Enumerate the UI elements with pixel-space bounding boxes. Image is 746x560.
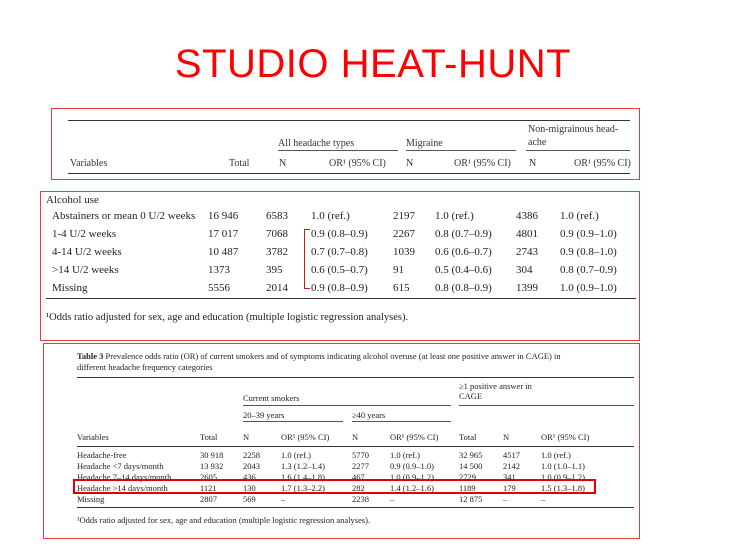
table-c-cell-t2: 2729	[459, 472, 476, 482]
table-c-cell-n2: 467	[352, 472, 365, 482]
table-c-sub-rule-1	[243, 421, 343, 422]
table-c-col-total: Total	[200, 432, 218, 442]
table-a-col-total: Total	[229, 158, 250, 169]
table-b-cell-or3: 0.9 (0.8–1.0)	[560, 246, 617, 258]
table-c-caption-label: Table 3	[77, 351, 104, 361]
table-c-group-smokers: Current smokers	[243, 393, 300, 403]
table-c-group-cage-1: ≥1 positive answer in	[459, 381, 532, 391]
table-b-cell-n3: 304	[516, 264, 533, 276]
table-c-cell-n1: 2043	[243, 461, 260, 471]
table-b-cell-or3: 0.9 (0.9–1.0)	[560, 228, 617, 240]
table-b-cell-or1: 0.9 (0.8–0.9)	[311, 282, 368, 294]
table-b-cell-total: 16 946	[208, 210, 239, 222]
table-c-cell-label: Headache <7 days/month	[77, 461, 164, 471]
table-c-cell-total: 2807	[200, 494, 217, 504]
table-c-cell-or2: 1.4 (1.2–1.6)	[390, 483, 434, 493]
table-c-cell-or1: 1.3 (1.2–1.4)	[281, 461, 325, 471]
table-c-cell-total: 30 918	[200, 450, 224, 460]
table-b-trend-bracket	[304, 229, 310, 289]
table-c-cell-n1: 569	[243, 494, 256, 504]
table-b-cell-n2: 91	[393, 264, 404, 276]
table-b-footnote: ¹Odds ratio adjusted for sex, age and education (multiple logistic regression analyses).	[46, 312, 409, 323]
table-a-bottom-rule	[68, 173, 630, 174]
table-b-cell-or2: 0.6 (0.6–0.7)	[435, 246, 492, 258]
table-b-cell-total: 5556	[208, 282, 230, 294]
table-c-cell-or2: 1.0 (ref.)	[390, 450, 420, 460]
table-c-cell-or1: 1.7 (1.3–2.2)	[281, 483, 325, 493]
table-a-group-nonmig-1: Non-migrainous head-	[528, 124, 619, 135]
table-c-col-or1: OR¹ (95% CI)	[281, 432, 330, 442]
table-a-col-n1: N	[279, 158, 287, 169]
table-b-cell-label: 4-14 U/2 weeks	[52, 246, 122, 258]
table-c-cell-n1: 130	[243, 483, 256, 493]
table-a-col-or2: OR¹ (95% CI)	[454, 158, 511, 169]
table-b-cell-n1: 395	[266, 264, 283, 276]
table-a-top-rule	[68, 120, 630, 121]
table-a-col-or1: OR¹ (95% CI)	[329, 158, 386, 169]
table-b-cell-label: Abstainers or mean 0 U/2 weeks	[52, 210, 196, 222]
table-b-cell-total: 10 487	[208, 246, 239, 258]
table-c-sub-20-39: 20–39 years	[243, 410, 285, 420]
table-c-col-n1: N	[243, 432, 250, 442]
table-c-cell-n2: 2238	[352, 494, 369, 504]
table-c-highlight-row	[73, 479, 596, 494]
table-c-cell-label: Headache-free	[77, 450, 127, 460]
table-a-group-rule-all	[278, 150, 398, 151]
table-b-bottom-rule	[46, 298, 636, 299]
table-b-cell-n1: 3782	[266, 246, 288, 258]
table-a-group-migraine: Migraine	[406, 138, 443, 149]
table-b-cell-total: 1373	[208, 264, 230, 276]
table-a-col-n2: N	[406, 158, 414, 169]
table-c-cell-t2: 14 500	[459, 461, 483, 471]
table-b-cell-or3: 1.0 (ref.)	[560, 210, 599, 222]
table-b-cell-or2: 0.5 (0.4–0.6)	[435, 264, 492, 276]
table-c-col-or3: OR¹ (95% CI)	[541, 432, 590, 442]
table-c-caption	[77, 351, 561, 361]
table-b-cell-or1: 1.0 (ref.)	[311, 210, 350, 222]
table-c-cell-n3: –	[503, 494, 508, 504]
table-c-col-total2: Total	[459, 432, 477, 442]
table-a-col-n3: N	[529, 158, 537, 169]
table-b-cell-n3: 4801	[516, 228, 538, 240]
table-c-cell-total: 2605	[200, 472, 217, 482]
table-b-cell-or2: 1.0 (ref.)	[435, 210, 474, 222]
table-c-group-rule-cage	[459, 405, 634, 406]
table-c-cell-t2: 32 965	[459, 450, 483, 460]
table-c-col-n3: N	[503, 432, 510, 442]
table-a-group-all: All headache types	[278, 138, 355, 149]
table-c-cell-or2: 1.0 (0.9–1.2)	[390, 472, 434, 482]
table-a-col-variables: Variables	[70, 158, 108, 169]
table-b-cell-n1: 7068	[266, 228, 288, 240]
table-c-cell-n1: 2258	[243, 450, 260, 460]
table-b-cell-or2: 0.8 (0.7–0.9)	[435, 228, 492, 240]
table-c-footnote: ¹Odds ratio adjusted for sex, age and education (multiple logistic regression analyses).	[77, 515, 371, 525]
table-c-cell-or2: –	[390, 494, 395, 504]
table-b-cell-label: 1-4 U/2 weeks	[52, 228, 117, 240]
table-c-group-cage-2: CAGE	[459, 391, 483, 401]
table-a-group-nonmig-2: ache	[528, 137, 547, 148]
table-b-cell-n3: 4386	[516, 210, 538, 222]
table-c-col-or2: OR¹ (95% CI)	[390, 432, 439, 442]
table-b-cell-n1: 6583	[266, 210, 288, 222]
table-c-col-variables: Variables	[77, 432, 109, 442]
table-c-sub-40: ≥40 years	[352, 410, 386, 420]
table-c-cell-total: 1121	[200, 483, 217, 493]
table-b-cell-total: 17 017	[208, 228, 239, 240]
table-c-cell-total: 13 932	[200, 461, 224, 471]
table-a-col-or3: OR¹ (95% CI)	[574, 158, 631, 169]
table-c-col-n2: N	[352, 432, 359, 442]
table-b-cell-n1: 2014	[266, 282, 288, 294]
table-c-cell-t2: 12 875	[459, 494, 483, 504]
table-c-cell-or2: 0.9 (0.9–1.0)	[390, 461, 434, 471]
table-c-cell-n2: 282	[352, 483, 365, 493]
table-c-cell-t2: 1189	[459, 483, 476, 493]
table-c-cell-n3: 341	[503, 472, 516, 482]
table-b-section-label: Alcohol use	[46, 194, 99, 206]
table-c-cell-n3: 4517	[503, 450, 520, 460]
table-b-cell-or3: 1.0 (0.9–1.0)	[560, 282, 617, 294]
table-b-cell-label: >14 U/2 weeks	[52, 264, 119, 276]
table-c-cell-label: Missing	[77, 494, 105, 504]
table-b-cell-label: Missing	[52, 282, 88, 294]
table-c-cell-label: Headache >14 days/month	[77, 483, 168, 493]
table-c-cell-n3: 179	[503, 483, 516, 493]
table-b-cell-n3: 1399	[516, 282, 538, 294]
table-c-cell-n2: 5770	[352, 450, 369, 460]
table-b-cell-or1: 0.7 (0.7–0.8)	[311, 246, 368, 258]
table-c-bottom-rule	[77, 507, 634, 508]
table-c-cell-or3: 1.0 (0.9–1.2)	[541, 472, 585, 482]
table-b-cell-n2: 615	[393, 282, 410, 294]
table-c-cell-or3: –	[541, 494, 546, 504]
table-a-group-rule-mig	[406, 150, 516, 151]
table-b-cell-or1: 0.6 (0.5–0.7)	[311, 264, 368, 276]
table-b-cell-or2: 0.8 (0.8–0.9)	[435, 282, 492, 294]
table-b-cell-n3: 2743	[516, 246, 538, 258]
slide-title: STUDIO HEAT-HUNT	[174, 42, 572, 86]
table-c-cell-or3: 1.0 (ref.)	[541, 450, 571, 460]
table-b-cell-n2: 2197	[393, 210, 415, 222]
table-c-cell-or1: 1.6 (1.4–1.8)	[281, 472, 325, 482]
table-c-sub-rule-2	[352, 421, 451, 422]
table-c-cell-or3: 1.0 (1.0–1.1)	[541, 461, 585, 471]
table-c-top-rule	[77, 377, 634, 378]
table-c-cell-label: Headache 7–14 days/month	[77, 472, 172, 482]
table-c-cell-or1: 1.0 (ref.)	[281, 450, 311, 460]
table-c-group-rule-smokers	[243, 405, 451, 406]
table-b-cell-or3: 0.8 (0.7–0.9)	[560, 264, 617, 276]
table-c-caption-line2: different headache frequency categories	[77, 362, 213, 372]
table-c-header-rule	[77, 446, 634, 447]
table-c-cell-or1: –	[281, 494, 286, 504]
table-b-cell-n2: 2267	[393, 228, 415, 240]
table-c-cell-n1: 436	[243, 472, 256, 482]
table-c-caption-text: Prevalence odds ratio (OR) of current smokers and of symptoms indicating alcohol overuse (at least one positive answer in CAGE) in	[105, 351, 561, 361]
table-b-cell-or1: 0.9 (0.8–0.9)	[311, 228, 368, 240]
table-c-cell-n3: 2142	[503, 461, 520, 471]
table-c-cell-n2: 2277	[352, 461, 369, 471]
table-b-cell-n2: 1039	[393, 246, 415, 258]
table-a-group-rule-nonmig	[526, 150, 630, 151]
table-c-cell-or3: 1.5 (1.3–1.8)	[541, 483, 585, 493]
